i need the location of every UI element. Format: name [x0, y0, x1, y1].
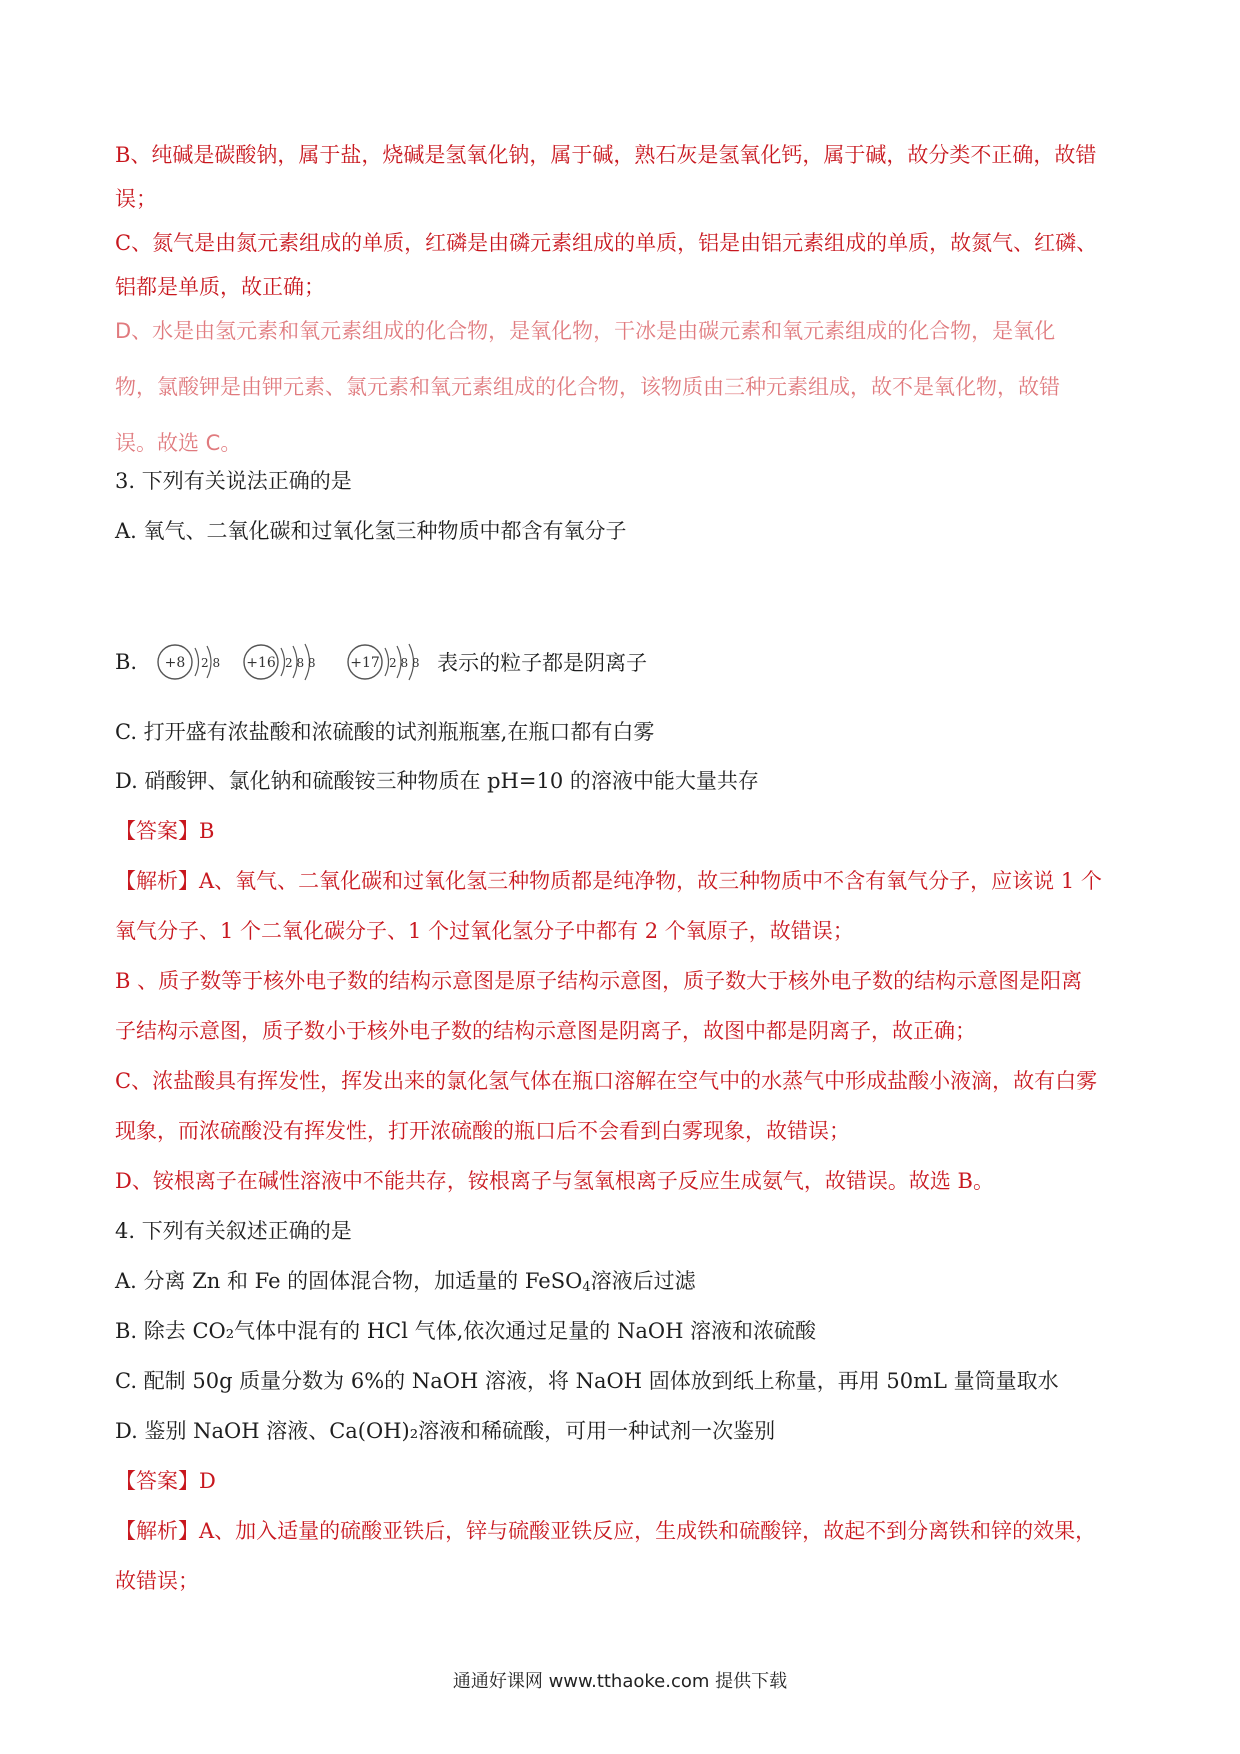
- explanation-3b-line-2: 子结构示意图，质子数小于核外电子数的结构示意图是阴离子，故图中都是阴离子，故正确；: [115, 1019, 976, 1043]
- question-3-option-b: [115, 640, 647, 684]
- atom-diagram-sulfur-ion: [241, 640, 331, 684]
- explanation-3a-line-1: 【解析】A、氧气、二氧化碳和过氧化氢三种物质都是纯净物，故三种物质中不含有氧气分子，应该说 1 个: [115, 869, 1102, 893]
- option-b-label: B.: [115, 650, 138, 674]
- page-footer: 通通好课网 www.tthaoke.com 提供下载: [452, 1671, 788, 1692]
- option-a-tail: 溶液后过滤: [590, 1269, 696, 1293]
- question-3-stem: 3. 下列有关说法正确的是: [115, 469, 352, 493]
- explanation-2c-line-1: C、氮气是由氮元素组成的单质，红磷是由磷元素组成的单质，铝是由铝元素组成的单质，故氮气、红磷、: [115, 231, 1098, 255]
- explanation-3c-line-1: C、浓盐酸具有挥发性，挥发出来的氯化氢气体在瓶口溶解在空气中的水蒸气中形成盐酸小液滴，故有白雾: [115, 1069, 1098, 1093]
- question-3-option-d: D. 硝酸钾、氯化钠和硫酸铵三种物质在 pH=10 的溶液中能大量共存: [115, 769, 759, 793]
- answer-4: 【答案】D: [115, 1469, 216, 1493]
- explanation-2d-line-1: D、水是由氢元素和氧元素组成的化合物，是氧化物，干冰是由碳元素和氧元素组成的化合物，是氧化: [115, 319, 1056, 343]
- question-3-option-c: C. 打开盛有浓盐酸和浓硫酸的试剂瓶瓶塞,在瓶口都有白雾: [115, 720, 655, 744]
- explanation-4a-line-1: 【解析】A、加入适量的硫酸亚铁后，锌与硫酸亚铁反应，生成铁和硫酸锌，故起不到分离铁和锌的效果，: [115, 1519, 1097, 1543]
- atom-diagram-oxygen-ion: [155, 640, 227, 684]
- explanation-3c-line-2: 现象，而浓硫酸没有挥发性，打开浓硫酸的瓶口后不会看到白雾现象，故错误；: [115, 1119, 850, 1143]
- explanation-3d-line-1: D、铵根离子在碱性溶液中不能共存，铵根离子与氢氧根离子反应生成氨气，故错误。故选 B。: [115, 1169, 994, 1193]
- question-4-option-a: [115, 1266, 1135, 1296]
- nucleus-charge: +17: [350, 655, 380, 671]
- question-4-option-d: D. 鉴别 NaOH 溶液、Ca(OH)₂溶液和稀硫酸，可用一种试剂一次鉴别: [115, 1419, 776, 1443]
- question-4-option-c: C. 配制 50g 质量分数为 6%的 NaOH 溶液，将 NaOH 固体放到纸上称量，再用 50mL 量筒量取水: [115, 1369, 1059, 1393]
- question-4-stem: 4. 下列有关叙述正确的是: [115, 1219, 352, 1243]
- nucleus-charge: +8: [164, 655, 186, 671]
- option-b-text: 表示的粒子都是阴离子: [437, 651, 648, 675]
- question-4-option-b: B. 除去 CO₂气体中混有的 HCl 气体,依次通过足量的 NaOH 溶液和浓硫酸: [115, 1319, 817, 1343]
- atom-diagram-chlorine-ion: [345, 640, 435, 684]
- explanation-2c-line-2: 铝都是单质，故正确；: [115, 275, 325, 299]
- question-3-option-a: A. 氧气、二氧化碳和过氧化氢三种物质中都含有氧分子: [115, 519, 627, 543]
- explanation-2b-line-1: B、纯碱是碳酸钠，属于盐，烧碱是氢氧化钠，属于碱，熟石灰是氢氧化钙，属于碱，故分类不正确，故错: [115, 143, 1097, 167]
- explanation-2b-line-2: 误；: [115, 187, 157, 211]
- electron-shells: 2 8 8: [285, 656, 316, 670]
- explanation-2d-line-3: 误。故选 C。: [115, 431, 242, 455]
- electron-shells: 2 8: [201, 656, 221, 670]
- electron-shells: 2 8 8: [389, 656, 420, 670]
- explanation-3b-line-1: B 、质子数等于核外电子数的结构示意图是原子结构示意图，质子数大于核外电子数的结构示意图是阳离: [115, 969, 1083, 993]
- answer-3: 【答案】B: [115, 819, 215, 843]
- nucleus-charge: +16: [246, 655, 276, 671]
- option-a-text: A. 分离 Zn 和 Fe 的固体混合物，加适量的 FeSO: [115, 1269, 583, 1293]
- explanation-2d-line-2: 物，氯酸钾是由钾元素、氯元素和氧元素组成的化合物，该物质由三种元素组成，故不是氧化物，故错: [115, 375, 1060, 399]
- option-a-subscript: 4: [582, 1280, 591, 1295]
- explanation-4a-line-2: 故错误；: [115, 1569, 199, 1593]
- explanation-3a-line-2: 氧气分子、1 个二氧化碳分子、1 个过氧化氢分子中都有 2 个氧原子，故错误；: [115, 919, 854, 943]
